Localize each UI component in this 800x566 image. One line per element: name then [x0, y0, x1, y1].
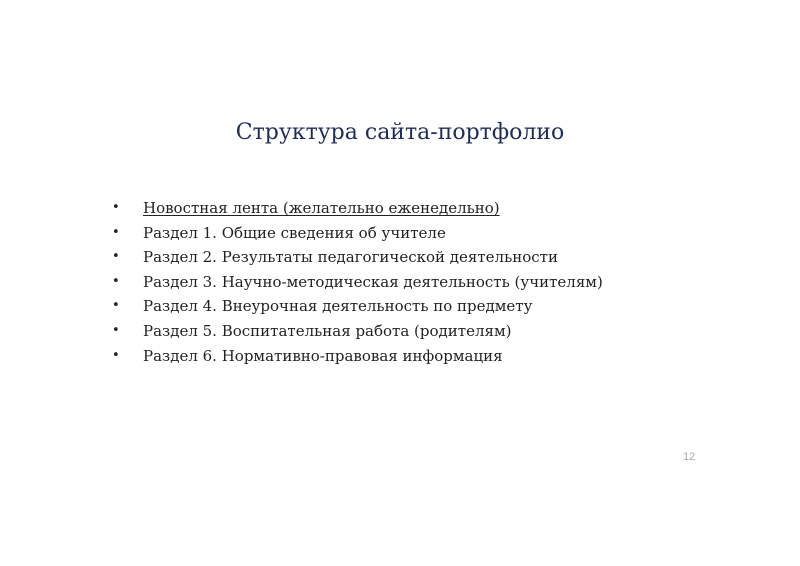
list-item: [112, 294, 603, 319]
list-item: [112, 221, 603, 246]
list-item: [112, 245, 603, 270]
page-number: 12: [683, 451, 696, 463]
bullet-icon: •: [112, 298, 120, 314]
bullet-icon: •: [112, 249, 120, 265]
list-item-label: Раздел 5. Воспитательная работа (родителям): [143, 321, 512, 340]
list-item-label: Раздел 3. Научно-методическая деятельность (учителям): [143, 272, 603, 291]
list-item: [112, 319, 603, 344]
section-list: [112, 196, 603, 368]
slide-title: Структура сайта-портфолио: [235, 120, 565, 145]
list-item-label: Раздел 6. Нормативно-правовая информация: [143, 346, 503, 365]
list-item-label: Раздел 1. Общие сведения об учителе: [143, 223, 446, 242]
list-item-label: Раздел 4. Внеурочная деятельность по предмету: [143, 297, 533, 316]
bullet-icon: •: [112, 224, 120, 240]
bullet-icon: •: [112, 273, 120, 289]
list-item: [112, 270, 603, 295]
bullet-icon: •: [112, 322, 120, 338]
list-item: [112, 196, 603, 221]
bullet-icon: •: [112, 200, 120, 215]
list-item-label: Раздел 2. Результаты педагогической деятельности: [143, 248, 558, 267]
bullet-icon: •: [112, 347, 120, 363]
list-item: [112, 344, 603, 369]
news-feed-link[interactable]: Новостная лента (желательно еженедельно): [143, 199, 500, 217]
